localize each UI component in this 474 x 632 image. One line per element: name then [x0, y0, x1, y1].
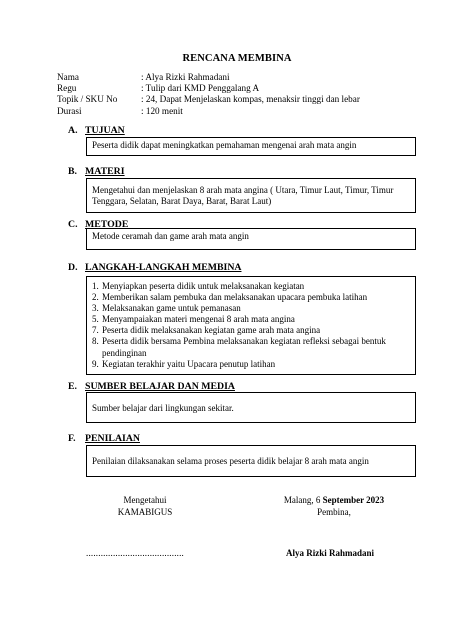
- steps-list: [92, 281, 410, 370]
- meta-row-durasi: [57, 106, 360, 117]
- step-text: Kegiatan terakhir yaitu Upacara penutup latihan: [102, 358, 276, 369]
- meta-key: Durasi: [57, 105, 82, 116]
- section-heading-langkah: [68, 262, 241, 273]
- step-text: Menyiapkan peserta didik untuk melaksanakan kegiatan: [102, 281, 305, 291]
- signature-left-line1: Mengetahui: [123, 495, 167, 505]
- section-box-sumber: [86, 392, 416, 423]
- list-item: [92, 314, 410, 325]
- document-title: RENCANA MEMBINA: [182, 53, 292, 64]
- meta-key: Topik / SKU No: [57, 94, 118, 105]
- list-item: [92, 336, 410, 358]
- section-letter: A.: [68, 125, 78, 136]
- section-text: Peserta didik dapat meningkatkan pemahaman mengenai arah mata angin: [92, 140, 357, 150]
- section-letter: C.: [68, 219, 78, 230]
- section-box-tujuan: [86, 137, 416, 156]
- section-text: Mengetahui dan menjelaskan 8 arah mata angina ( Utara, Timur Laut, Timur, Timur Tenggara, Selatan, Barat Daya, Barat, Barat Laut): [92, 185, 394, 207]
- meta-value: : Tulip dari KMD Penggalang A: [141, 83, 260, 94]
- section-letter: D.: [68, 262, 78, 273]
- meta-row-regu: [57, 83, 360, 94]
- step-text: Peserta didik melaksanakan kegiatan game arah mata angina: [102, 325, 321, 336]
- signature-dotted-line: ........................................: [86, 548, 184, 558]
- step-number: 7.: [92, 325, 99, 336]
- step-number: 1.: [92, 281, 99, 291]
- step-number: 5.: [92, 314, 99, 325]
- section-box-materi: [86, 178, 416, 213]
- section-letter: F.: [68, 433, 76, 444]
- section-letter: B.: [68, 166, 77, 177]
- signature-right-line2: Pembina,: [317, 506, 351, 517]
- section-heading-text: METODE: [85, 219, 129, 230]
- section-text: Metode ceramah dan game arah mata angin: [92, 231, 249, 241]
- step-number: 9.: [92, 358, 99, 369]
- section-box-penilaian: [86, 445, 416, 477]
- section-heading-text: MATERI: [85, 166, 125, 177]
- section-heading-tujuan: [68, 125, 125, 136]
- list-item: [92, 292, 410, 303]
- section-heading-text: TUJUAN: [85, 125, 125, 136]
- step-text: Melaksanakan game untuk pemanasan: [102, 303, 241, 314]
- list-item: [92, 281, 410, 292]
- step-number: 3.: [92, 303, 99, 314]
- signature-left: [100, 495, 190, 518]
- meta-value: : 120 menit: [141, 105, 183, 116]
- signature-left-line2: KAMABIGUS: [117, 506, 173, 517]
- step-number: 2.: [92, 292, 99, 303]
- signature-name: Alya Rizki Rahmadani: [286, 548, 375, 558]
- step-number: 8.: [92, 336, 99, 347]
- section-heading-text: PENILAIAN: [85, 433, 140, 444]
- list-item: [92, 325, 410, 336]
- step-text: Peserta didik bersama Pembina melaksanakan kegiatan refleksi sebagai bentuk pendinginan: [102, 336, 386, 358]
- section-box-langkah: [86, 276, 416, 375]
- list-item: [92, 359, 410, 370]
- section-letter: E.: [68, 381, 77, 392]
- signature-date-bold: September 2023: [322, 495, 385, 505]
- section-box-metode: [86, 228, 416, 250]
- section-heading-penilaian: [68, 433, 140, 444]
- step-text: Menyampaiakan materi mengenai 8 arah mata angina: [102, 314, 295, 325]
- step-text: Memberikan salam pembuka dan melaksanakan upacara pembuka latihan: [102, 292, 368, 303]
- section-text: Sumber belajar dari lingkungan sekitar.: [92, 403, 234, 413]
- list-item: [92, 303, 410, 314]
- signature-place: Malang, 6: [283, 495, 323, 505]
- section-heading-text: LANGKAH-LANGKAH MEMBINA: [85, 262, 242, 273]
- meta-key: Regu: [57, 83, 77, 94]
- section-heading-text: SUMBER BELAJAR DAN MEDIA: [85, 381, 235, 392]
- section-heading-materi: [68, 166, 125, 177]
- meta-row-topik: [57, 94, 360, 105]
- meta-key: Nama: [57, 72, 79, 82]
- meta-value: : Alya Rizki Rahmadani: [141, 72, 230, 82]
- meta-value: : 24, Dapat Menjelaskan kompas, menaksir tinggi dan lebar: [141, 94, 360, 105]
- meta-row-nama: [57, 72, 360, 83]
- section-heading-sumber: [68, 381, 235, 392]
- section-text: Penilaian dilaksanakan selama proses peserta didik belajar 8 arah mata angin: [92, 456, 369, 466]
- meta-block: [57, 72, 360, 117]
- signature-date: [278, 495, 390, 507]
- signature-right: [278, 495, 390, 518]
